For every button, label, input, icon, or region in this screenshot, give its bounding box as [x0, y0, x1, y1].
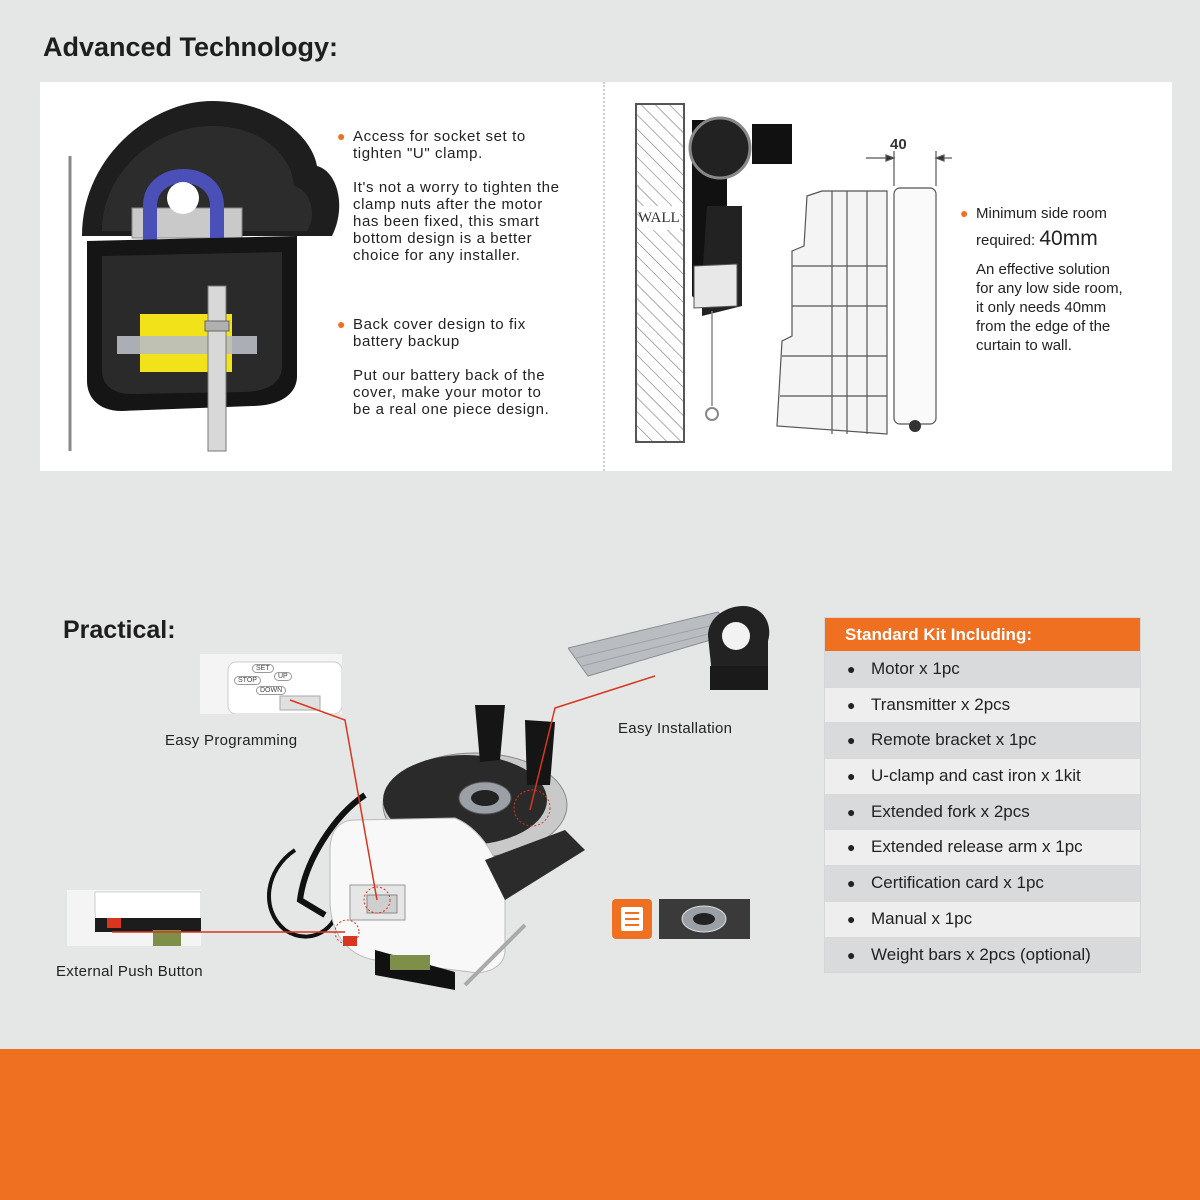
wall-label: WALL — [638, 210, 680, 226]
remote-button-up[interactable]: UP — [274, 672, 292, 681]
kit-item — [825, 758, 1140, 794]
side-room-body-line: curtain to wall. — [976, 337, 1072, 354]
kit-item-label: Certification card x 1pc — [871, 873, 1044, 893]
release-ring-thumbnail — [659, 899, 750, 939]
manual-icon — [612, 899, 652, 939]
side-room-value: 40mm — [1039, 227, 1098, 250]
side-room-body-line: for any low side room, — [976, 280, 1123, 297]
kit-item — [825, 865, 1140, 901]
kit-item-label: Manual x 1pc — [871, 908, 973, 928]
kit-item-label: U-clamp and cast iron x 1kit — [871, 766, 1081, 786]
caption-easy-programming: Easy Programming — [165, 732, 298, 749]
kit-item-label: Motor x 1pc — [871, 659, 960, 678]
document-icon — [612, 899, 652, 939]
feature-body-line: clamp nuts after the motor — [353, 196, 543, 213]
kit-list — [825, 651, 1140, 972]
kit-item-label: Extended fork x 2pcs — [871, 801, 1030, 821]
bullet-icon: ● — [847, 696, 856, 713]
side-room-line1: Minimum side room — [976, 205, 1107, 222]
side-room-body-line: An effective solution — [976, 261, 1110, 278]
kit-item — [825, 794, 1140, 830]
kit-item — [825, 901, 1140, 937]
kit-item-label: Weight bars x 2pcs (optional) — [871, 944, 1091, 964]
remote-button-set[interactable]: SET — [252, 664, 274, 673]
kit-item — [825, 937, 1140, 973]
kit-item — [825, 722, 1140, 758]
side-room-body-line: from the edge of the — [976, 318, 1111, 335]
feature-body-line: choice for any installer. — [353, 247, 521, 264]
feature-heading-line: tighten "U" clamp. — [353, 145, 483, 162]
bullet-icon: ● — [847, 732, 856, 749]
bullet-icon: ● — [847, 946, 856, 963]
practical-title: Practical: — [63, 616, 176, 644]
feature-heading-line: battery backup — [353, 333, 460, 350]
remote-button-stop[interactable]: STOP — [234, 676, 261, 685]
feature-heading-line: Access for socket set to — [353, 128, 526, 145]
kit-item — [825, 829, 1140, 865]
bullet-icon: ● — [847, 768, 856, 785]
remote-button-down[interactable]: DOWN — [256, 686, 286, 695]
feature-body-line: cover, make your motor to — [353, 384, 542, 401]
bullet-icon: ● — [847, 839, 856, 856]
caption-external-push-button: External Push Button — [56, 963, 203, 980]
kit-item-label: Transmitter x 2pcs — [871, 694, 1011, 714]
footer-band — [0, 1049, 1200, 1200]
dimension-label: 40 — [890, 136, 907, 153]
side-room-body-line: it only needs 40mm — [976, 299, 1107, 316]
kit-item — [825, 687, 1140, 723]
bullet-icon: ● — [847, 910, 856, 927]
feature-body-line: It's not a worry to tighten the — [353, 179, 560, 196]
feature-body-line: bottom design is a better — [353, 230, 533, 247]
feature-heading-line: Back cover design to fix — [353, 316, 526, 333]
kit-item — [825, 651, 1140, 687]
bullet-icon: ● — [960, 205, 969, 221]
feature-body-line: Put our battery back of the — [353, 367, 546, 384]
bullet-icon: ● — [847, 875, 856, 892]
bullet-icon: ● — [337, 316, 347, 332]
caption-easy-installation: Easy Installation — [618, 720, 733, 737]
bullet-icon: ● — [847, 661, 856, 677]
bullet-icon: ● — [847, 803, 856, 820]
kit-header: Standard Kit Including: — [825, 618, 1140, 651]
kit-item-label: Extended release arm x 1pc — [871, 837, 1083, 857]
standard-kit-table — [824, 617, 1141, 973]
side-room-line2-prefix: required: — [976, 232, 1036, 249]
feature-body-line: be a real one piece design. — [353, 401, 550, 418]
kit-item-label: Remote bracket x 1pc — [871, 730, 1037, 750]
feature-body-line: has been fixed, this smart — [353, 213, 540, 230]
bullet-icon: ● — [337, 128, 347, 144]
advanced-technology-title: Advanced Technology: — [43, 32, 339, 62]
